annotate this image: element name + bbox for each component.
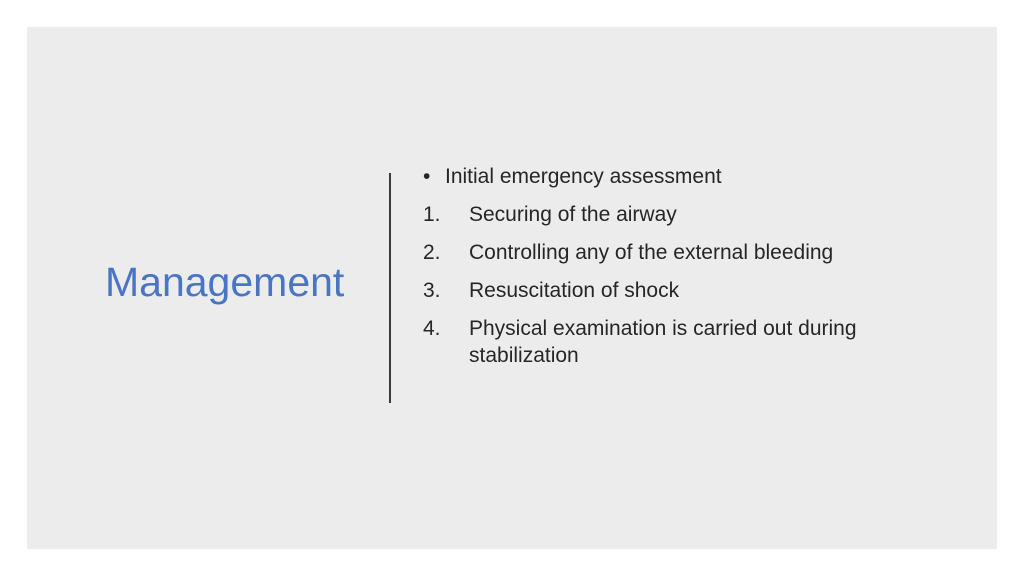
list-item (423, 277, 923, 304)
list-item-text: Physical examination is carried out during stabilization (469, 317, 857, 367)
bullet-text: Initial emergency assessment (445, 165, 722, 188)
list-item (423, 239, 923, 266)
list-item-number: 1. (423, 203, 441, 226)
list-item-number: 4. (423, 317, 441, 340)
slide (27, 27, 997, 549)
list-item-number: 2. (423, 241, 441, 264)
vertical-divider (389, 173, 391, 403)
list-item (423, 315, 923, 369)
bullet-item (423, 163, 923, 190)
list-item-number: 3. (423, 279, 441, 302)
list-item-text: Securing of the airway (469, 203, 677, 226)
slide-content (423, 163, 923, 380)
list-item-text: Resuscitation of shock (469, 279, 680, 302)
list-item-text: Controlling any of the external bleeding (469, 241, 834, 264)
list-item (423, 201, 923, 228)
slide-title: Management (105, 259, 345, 305)
bullet-marker: • (423, 165, 431, 188)
